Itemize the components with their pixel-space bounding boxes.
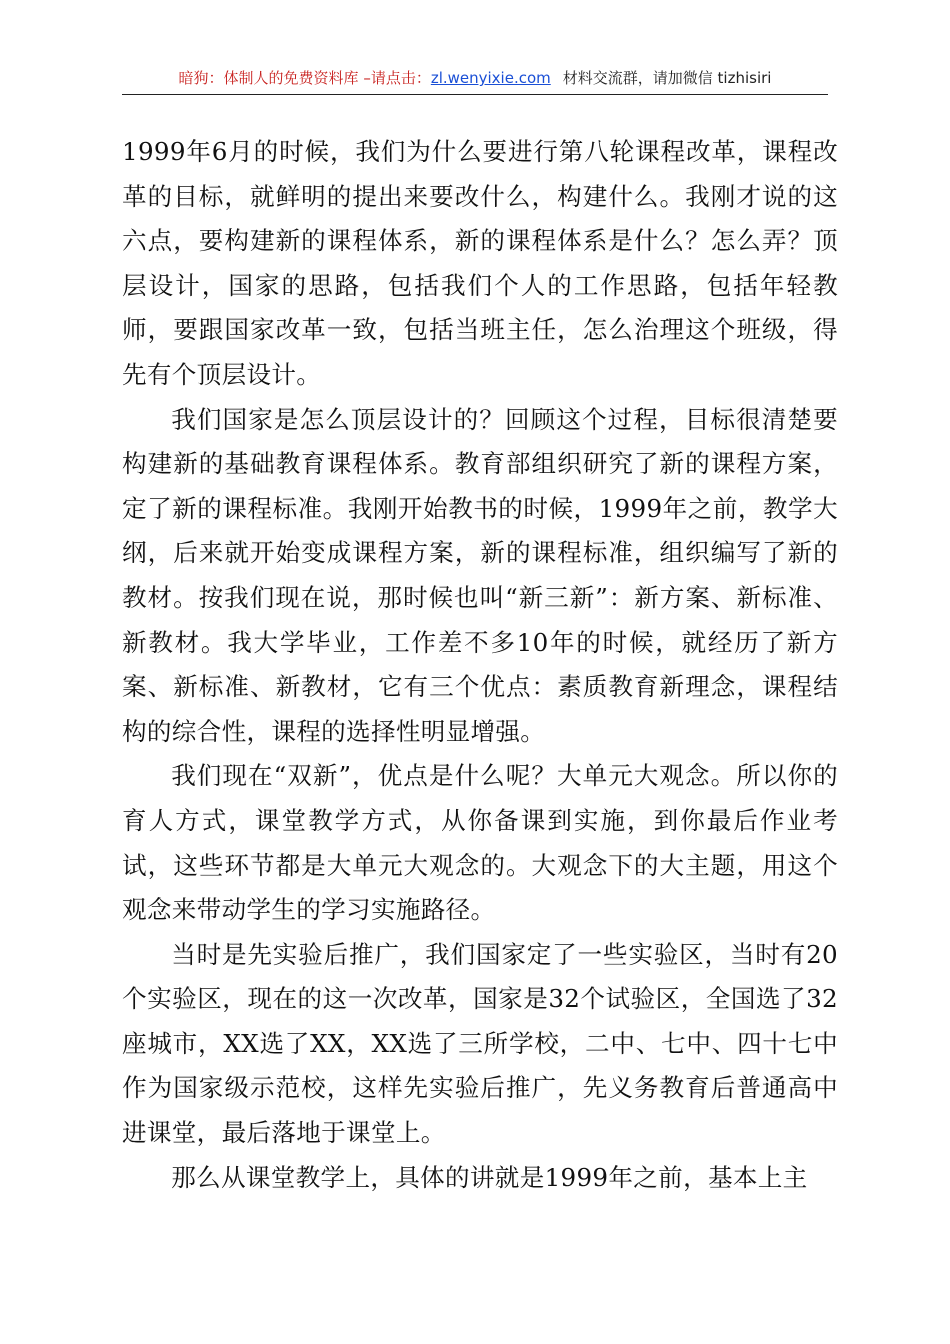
header-promo-text: 暗狗：体制人的免费资料库 –请点击： [178, 69, 431, 87]
header-website-link[interactable]: zl.wenyixie.com [430, 69, 551, 87]
paragraph-1: 1999年6月的时候，我们为什么要进行第八轮课程改革，课程改革的目标，就鲜明的提出来要改什么，构建什么。我刚才说的这六点，要构建新的课程体系，新的课程体系是什么？怎么弄？顶层设计，国家的思路，包括我们个人的工作思路，包括年轻教师，要跟国家改革一致，包括当班主任，怎么治理这个班级，得先有个顶层设计。 [122, 137, 838, 389]
paragraph-3: 我们现在“双新”，优点是什么呢？大单元大观念。所以你的育人方式，课堂教学方式，从你备课到实施，到你最后作业考试，这些环节都是大单元大观念的。大观念下的大主题，用这个观念来带动学生的学习实施路径。 [122, 761, 838, 925]
page-header [122, 66, 828, 95]
paragraph-2: 我们国家是怎么顶层设计的？回顾这个过程，目标很清楚要构建新的基础教育课程体系。教育部组织研究了新的课程方案，定了新的课程标准。我刚开始教书的时候，1999年之前，教学大纲，后来就开始变成课程方案，新的课程标准，组织编写了新的教材。按我们现在说，那时候也叫“新三新”：新方案、新标准、新教材。我大学毕业，工作差不多10年的时候，就经历了新方案、新标准、新教材，它有三个优点：素质教育新理念，课程结构的综合性，课程的选择性明显增强。 [122, 404, 838, 746]
paragraph-5: 那么从课堂教学上，具体的讲就是1999年之前，基本上主 [171, 1162, 808, 1192]
paragraph-4: 当时是先实验后推广，我们国家定了一些实验区，当时有20个实验区，现在的这一次改革，国家是32个试验区，全国选了32座城市，XX选了XX，XX选了三所学校，二中、七中、四十七中作为国家级示范校，这样先实验后推广，先义务教育后普通高中进课堂，最后落地于课堂上。 [122, 939, 838, 1148]
document-body [122, 130, 838, 1200]
header-wechat-text: 材料交流群，请加微信 tizhisiri [562, 69, 772, 87]
